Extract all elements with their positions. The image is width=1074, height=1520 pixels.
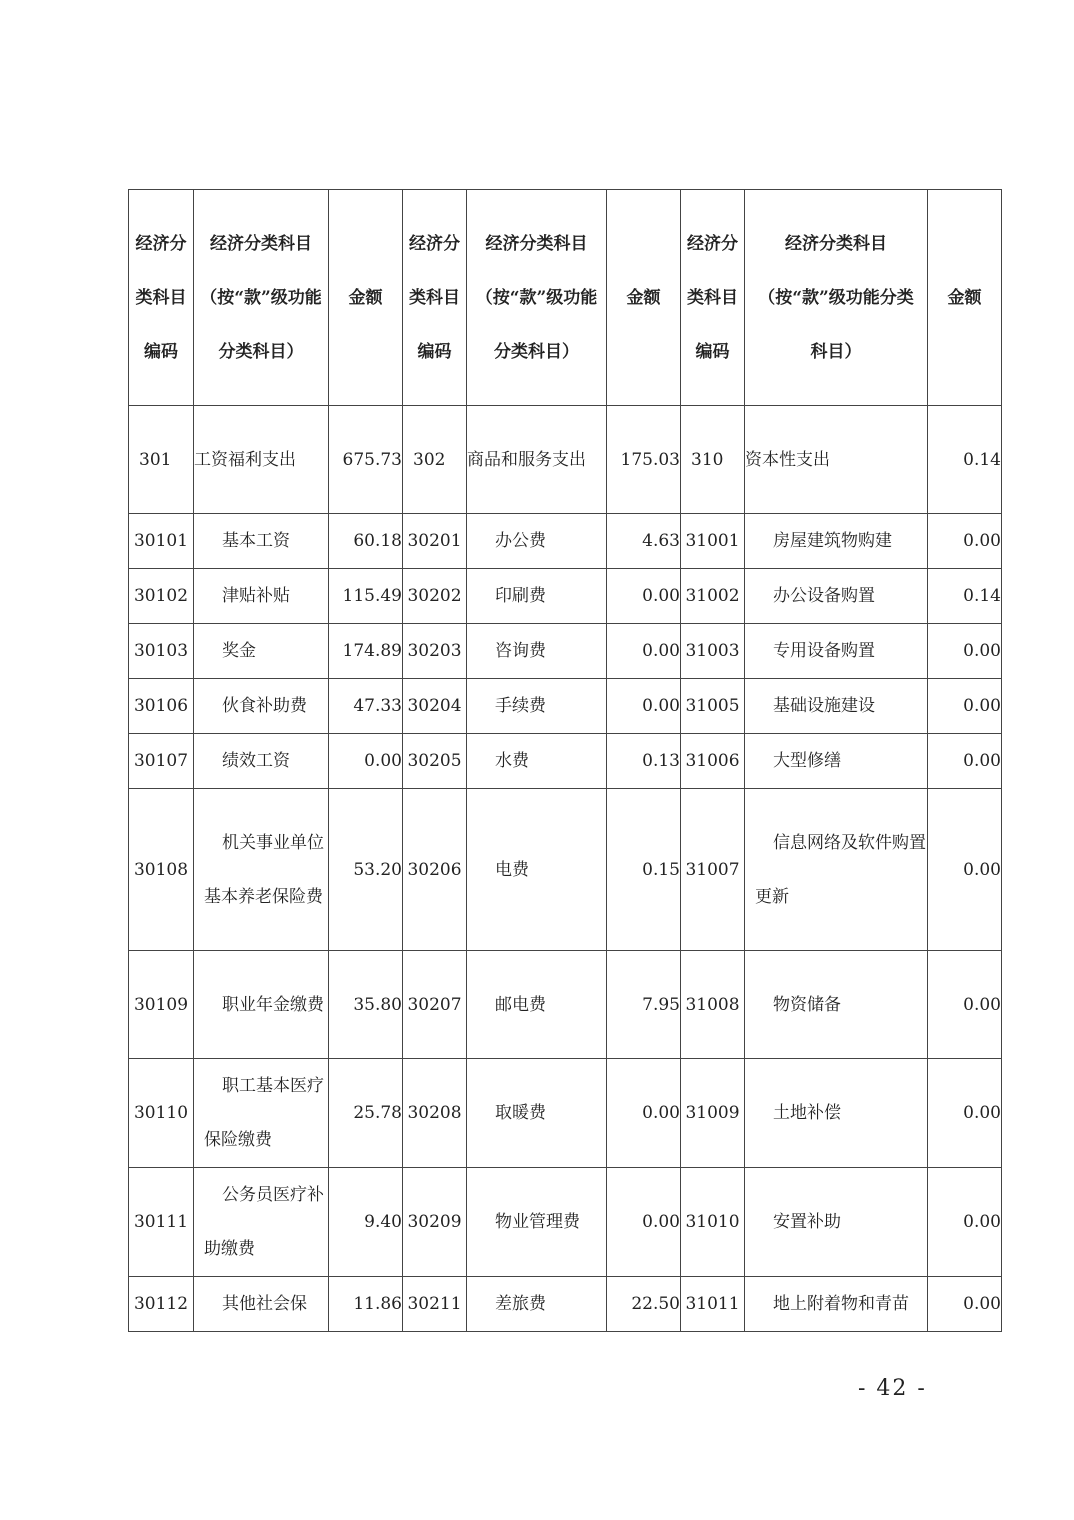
- code-cell: 30106: [129, 679, 194, 734]
- name-cell: 电费: [467, 789, 607, 951]
- code-cell: 30110: [129, 1059, 194, 1168]
- code-cell: 30103: [129, 624, 194, 679]
- table-row: [129, 569, 1002, 624]
- code-cell: 30201: [403, 514, 467, 569]
- name-cell: 差旅费: [467, 1277, 607, 1332]
- code-cell: 30205: [403, 734, 467, 789]
- header-name-1: 经济分类科目（按“款”级功能分类科目）: [194, 190, 329, 406]
- code-cell: 30202: [403, 569, 467, 624]
- amount-cell: 0.14: [928, 406, 1002, 514]
- name-cell: 安置补助: [745, 1168, 928, 1277]
- name-cell: 办公设备购置: [745, 569, 928, 624]
- code-cell: 30208: [403, 1059, 467, 1168]
- code-cell: 31006: [681, 734, 745, 789]
- header-row: [129, 190, 1002, 406]
- code-cell: 31002: [681, 569, 745, 624]
- budget-table: [128, 189, 1002, 1332]
- amount-cell: 175.03: [607, 406, 681, 514]
- code-cell: 310: [681, 406, 745, 514]
- amount-cell: 0.00: [928, 951, 1002, 1059]
- code-cell: 30112: [129, 1277, 194, 1332]
- amount-cell: 0.00: [928, 789, 1002, 951]
- name-cell: 手续费: [467, 679, 607, 734]
- table-row: [129, 951, 1002, 1059]
- amount-cell: 0.00: [928, 1168, 1002, 1277]
- header-code-1: 经济分类科目编码: [129, 190, 194, 406]
- code-cell: 30203: [403, 624, 467, 679]
- header-name-3: 经济分类科目（按“款”级功能分类科目）: [745, 190, 928, 406]
- code-cell: 31009: [681, 1059, 745, 1168]
- table-row: [129, 406, 1002, 514]
- amount-cell: 47.33: [329, 679, 403, 734]
- name-cell: 职业年金缴费: [194, 951, 329, 1059]
- amount-cell: 0.00: [928, 679, 1002, 734]
- name-cell: 其他社会保: [194, 1277, 329, 1332]
- code-cell: 30206: [403, 789, 467, 951]
- amount-cell: 0.00: [928, 734, 1002, 789]
- amount-cell: 11.86: [329, 1277, 403, 1332]
- header-name-2: 经济分类科目（按“款”级功能分类科目）: [467, 190, 607, 406]
- amount-cell: 60.18: [329, 514, 403, 569]
- name-cell: 基本工资: [194, 514, 329, 569]
- header-code-2: 经济分类科目编码: [403, 190, 467, 406]
- table-row: [129, 624, 1002, 679]
- name-cell: 绩效工资: [194, 734, 329, 789]
- code-cell: 31005: [681, 679, 745, 734]
- amount-cell: 0.00: [928, 1277, 1002, 1332]
- amount-cell: 174.89: [329, 624, 403, 679]
- amount-cell: 0.00: [607, 624, 681, 679]
- name-cell: 取暖费: [467, 1059, 607, 1168]
- name-cell: 大型修缮: [745, 734, 928, 789]
- code-cell: 31008: [681, 951, 745, 1059]
- name-cell: 伙食补助费: [194, 679, 329, 734]
- name-cell: 邮电费: [467, 951, 607, 1059]
- code-cell: 30101: [129, 514, 194, 569]
- amount-cell: 22.50: [607, 1277, 681, 1332]
- amount-cell: 0.00: [607, 1059, 681, 1168]
- amount-cell: 675.73: [329, 406, 403, 514]
- name-cell: 水费: [467, 734, 607, 789]
- amount-cell: 0.00: [928, 624, 1002, 679]
- name-cell: 奖金: [194, 624, 329, 679]
- code-cell: 30207: [403, 951, 467, 1059]
- name-cell: 物业管理费: [467, 1168, 607, 1277]
- code-cell: 31011: [681, 1277, 745, 1332]
- page-number: - 42 -: [858, 1376, 927, 1401]
- code-cell: 31001: [681, 514, 745, 569]
- code-cell: 30107: [129, 734, 194, 789]
- amount-cell: 0.13: [607, 734, 681, 789]
- amount-cell: 35.80: [329, 951, 403, 1059]
- name-cell: 商品和服务支出: [467, 406, 607, 514]
- header-code-3: 经济分类科目编码: [681, 190, 745, 406]
- code-cell: 301: [129, 406, 194, 514]
- amount-cell: 0.00: [928, 514, 1002, 569]
- amount-cell: 0.00: [607, 569, 681, 624]
- amount-cell: 53.20: [329, 789, 403, 951]
- code-cell: 31003: [681, 624, 745, 679]
- name-cell: 公务员医疗补助缴费: [194, 1168, 329, 1277]
- amount-cell: 0.14: [928, 569, 1002, 624]
- name-cell: 地上附着物和青苗: [745, 1277, 928, 1332]
- amount-cell: 9.40: [329, 1168, 403, 1277]
- amount-cell: 0.00: [607, 1168, 681, 1277]
- name-cell: 工资福利支出: [194, 406, 329, 514]
- amount-cell: 115.49: [329, 569, 403, 624]
- code-cell: 30102: [129, 569, 194, 624]
- name-cell: 物资储备: [745, 951, 928, 1059]
- table-row: [129, 789, 1002, 951]
- code-cell: 30108: [129, 789, 194, 951]
- table-row: [129, 1168, 1002, 1277]
- amount-cell: 7.95: [607, 951, 681, 1059]
- name-cell: 咨询费: [467, 624, 607, 679]
- name-cell: 办公费: [467, 514, 607, 569]
- code-cell: 30109: [129, 951, 194, 1059]
- header-amount-3: 金额: [928, 190, 1002, 406]
- code-cell: 31010: [681, 1168, 745, 1277]
- code-cell: 30209: [403, 1168, 467, 1277]
- amount-cell: 0.15: [607, 789, 681, 951]
- name-cell: 机关事业单位基本养老保险费: [194, 789, 329, 951]
- name-cell: 印刷费: [467, 569, 607, 624]
- code-cell: 302: [403, 406, 467, 514]
- name-cell: 职工基本医疗保险缴费: [194, 1059, 329, 1168]
- table-row: [129, 1059, 1002, 1168]
- name-cell: 基础设施建设: [745, 679, 928, 734]
- code-cell: 31007: [681, 789, 745, 951]
- amount-cell: 4.63: [607, 514, 681, 569]
- amount-cell: 25.78: [329, 1059, 403, 1168]
- name-cell: 信息网络及软件购置更新: [745, 789, 928, 951]
- amount-cell: 0.00: [928, 1059, 1002, 1168]
- table-row: [129, 1277, 1002, 1332]
- name-cell: 津贴补贴: [194, 569, 329, 624]
- name-cell: 资本性支出: [745, 406, 928, 514]
- amount-cell: 0.00: [329, 734, 403, 789]
- code-cell: 30111: [129, 1168, 194, 1277]
- header-amount-1: 金额: [329, 190, 403, 406]
- name-cell: 房屋建筑物购建: [745, 514, 928, 569]
- table-row: [129, 514, 1002, 569]
- name-cell: 土地补偿: [745, 1059, 928, 1168]
- code-cell: 30204: [403, 679, 467, 734]
- header-amount-2: 金额: [607, 190, 681, 406]
- table-row: [129, 734, 1002, 789]
- name-cell: 专用设备购置: [745, 624, 928, 679]
- code-cell: 30211: [403, 1277, 467, 1332]
- amount-cell: 0.00: [607, 679, 681, 734]
- table-row: [129, 679, 1002, 734]
